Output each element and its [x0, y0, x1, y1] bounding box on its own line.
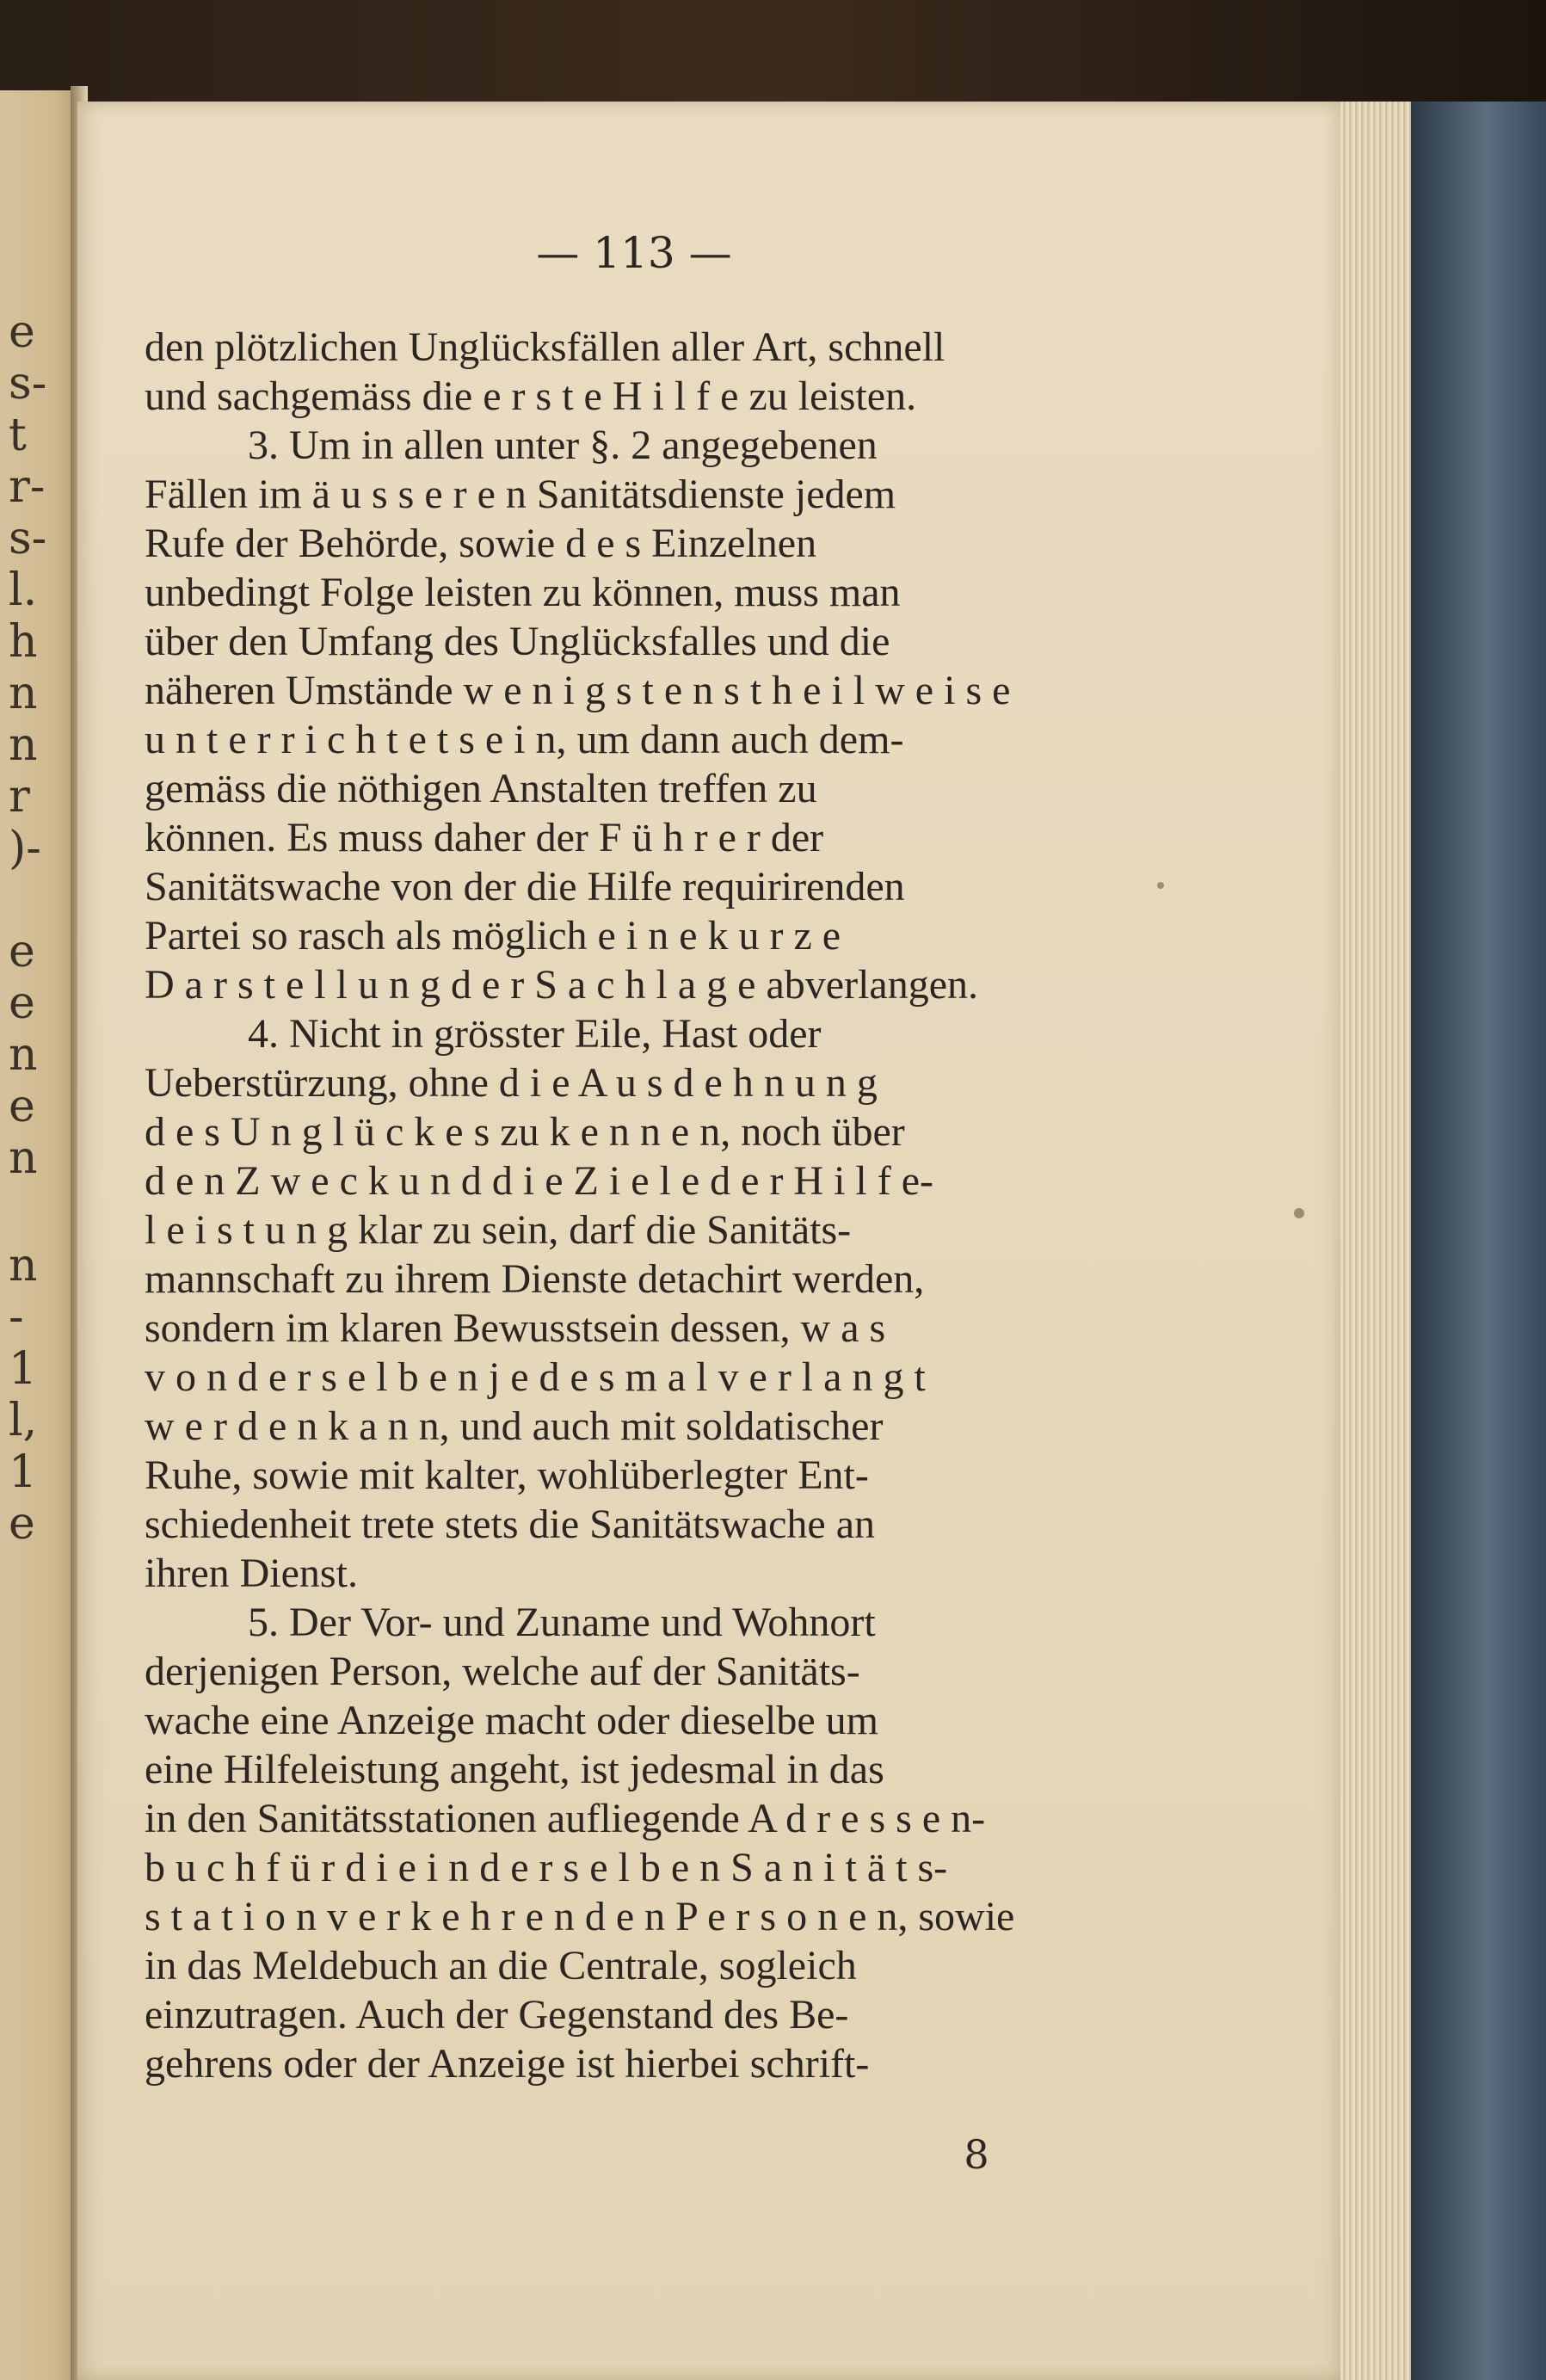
page-edge-stack [1340, 102, 1411, 2380]
left-fragment: e [9, 306, 35, 358]
left-fragment: s- [9, 358, 47, 410]
text-line: derjenigen Person, welche auf der Sanitäts- [145, 1649, 860, 1694]
text-line: b u c h f ü r d i e i n d e r s e l b e n S a n i t ä t s- [145, 1845, 948, 1890]
paper-spot-mark [1157, 882, 1164, 889]
text-line: über den Umfang des Unglücksfalles und die [145, 619, 890, 664]
page-header: — 113 — [536, 228, 732, 278]
text-line: in das Meldebuch an die Centrale, sogleich [145, 1943, 857, 1988]
left-fragment: )- [9, 823, 41, 874]
text-line: einzutragen. Auch der Gegenstand des Be- [145, 1992, 849, 2038]
text-line: Fällen im ä u s s e r e n Sanitätsdienste jedem [145, 472, 896, 517]
left-fragment: - [9, 1292, 24, 1343]
left-fragment: n [9, 668, 38, 719]
text-line: D a r s t e l l u n g d e r S a c h l a g e abverlangen. [145, 962, 979, 1008]
left-fragment: n [9, 1029, 38, 1081]
text-line: können. Es muss daher der F ü h r e r der [145, 815, 824, 860]
text-line: schiedenheit trete stets die Sanitätswache an [145, 1501, 876, 1547]
left-fragment: s- [9, 513, 47, 564]
text-line: s t a t i o n v e r k e h r e n d e n P e r s o n e n, sowie [145, 1894, 1015, 1939]
page-signature: 8 [964, 2131, 989, 2178]
text-line: gehrens oder der Anzeige ist hierbei schrift- [145, 2041, 870, 2087]
left-fragment: r- [9, 461, 46, 513]
left-fragment: l, [9, 1395, 38, 1446]
left-fragment: e [9, 1081, 35, 1132]
text-line: 3. Um in allen unter §. 2 angegebenen [248, 422, 878, 468]
text-line: Partei so rasch als möglich e i n e k u r z e [145, 913, 841, 959]
text-line: Ruhe, sowie mit kalter, wohlüberlegter Ent- [145, 1452, 869, 1498]
text-line: ihren Dienst. [145, 1551, 358, 1596]
text-line: eine Hilfeleistung angeht, ist jedesmal in das [145, 1747, 884, 1792]
text-line: gemäss die nöthigen Anstalten treffen zu [145, 766, 817, 811]
text-line: Rufe der Behörde, sowie d e s Einzelnen [145, 521, 817, 566]
text-line: den plötzlichen Unglücksfällen aller Art, schnell [145, 324, 945, 370]
text-line: Sanitätswache von der die Hilfe requirirenden [145, 864, 905, 909]
left-fragment: 1 [9, 1343, 38, 1395]
text-line: d e s U n g l ü c k e s zu k e n n e n, noch über [145, 1109, 905, 1155]
text-line: v o n d e r s e l b e n j e d e s m a l v e r l a n g t [145, 1354, 926, 1400]
left-fragment: n [9, 1132, 38, 1184]
text-line: Ueberstürzung, ohne d i e A u s d e h n u n g [145, 1060, 878, 1106]
text-line: sondern im klaren Bewusstsein dessen, w a s [145, 1305, 886, 1351]
text-line: wache eine Anzeige macht oder dieselbe um [145, 1698, 878, 1743]
paper-spot-mark [1294, 1208, 1304, 1218]
left-fragment: r [9, 771, 30, 823]
text-line: in den Sanitätsstationen aufliegende A d r e s s e n- [145, 1796, 986, 1841]
text-line: 5. Der Vor- und Zuname und Wohnort [248, 1600, 876, 1645]
left-fragment: e [9, 926, 35, 977]
text-line: 4. Nicht in grösster Eile, Hast oder [248, 1011, 822, 1057]
left-fragment: n [9, 1240, 38, 1292]
text-line: w e r d e n k a n n, und auch mit soldatischer [145, 1403, 884, 1449]
text-line: u n t e r r i c h t e t s e i n, um dann auch dem- [145, 717, 904, 762]
text-line: näheren Umstände w e n i g s t e n s t h e i l w e i s e [145, 668, 1011, 713]
text-line: d e n Z w e c k u n d d i e Z i e l e d e r H i l f e- [145, 1158, 934, 1204]
left-fragment: l. [9, 564, 38, 616]
book-cover [1411, 102, 1546, 2380]
text-line: und sachgemäss die e r s t e H i l f e zu leisten. [145, 373, 917, 419]
left-fragment: e [9, 977, 35, 1029]
left-fragment: 1 [9, 1446, 38, 1498]
text-line: unbedingt Folge leisten zu können, muss man [145, 570, 901, 615]
left-fragment: t [9, 410, 27, 461]
left-fragment: e [9, 1498, 35, 1550]
left-fragment: h [9, 616, 38, 668]
body-text [145, 323, 1112, 2088]
text-line: mannschaft zu ihrem Dienste detachirt werden, [145, 1256, 925, 1302]
text-line: l e i s t u n g klar zu sein, darf die Sanitäts- [145, 1207, 852, 1253]
left-fragment: n [9, 719, 38, 771]
